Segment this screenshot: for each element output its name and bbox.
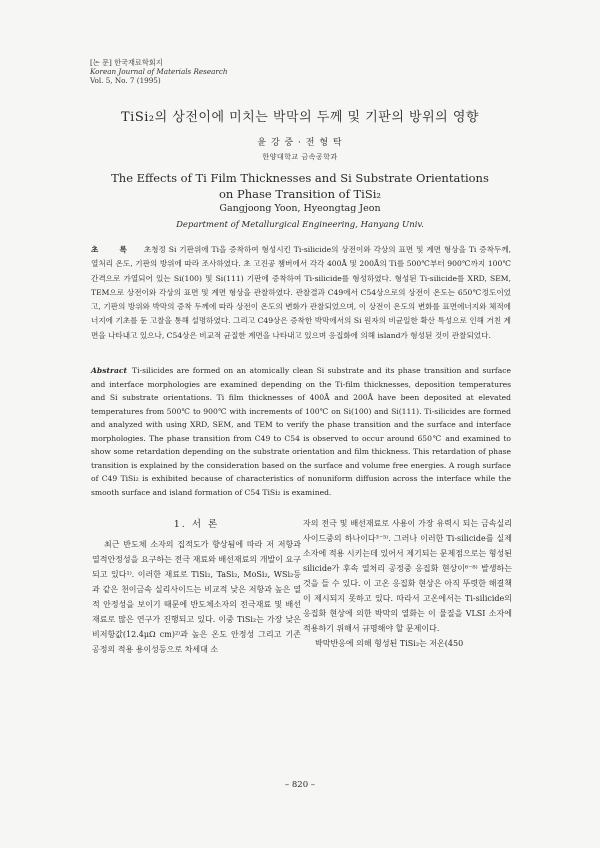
korean-abstract-text: 초청정 Si 기판위에 Ti을 증착하여 형성시킨 Ti-silicide의 상전이와 각상의 표면 및 계면 형상을 Ti 증착두께, 열처리 온도, 기판의 방위에 따라 조사하였다. 초 고진공 챔버에서 각각 400Å 및 200Å의 Ti를 500℃부터 900℃까지 100℃간격으로 가열되어 있는 Si(100) 및 Si(111) 기판에 증착하여 Ti-silicide를 형성하였다. 형성된 Ti-silicide를 XRD, SEM, TEM으로 상전이와 각상의 표면 및 계면 형상을 관찰하였다. 관찰결과 C49에서 C54상으로의 상전이 온도는 650℃정도이었고, 기판의 방위와 박막의 증착 두께에 따라 상전이 온도의 변화가 관찰되었으며, 이 상전이 온도의 변화를 표면에너지와 체적에너지에 기초를 둔 고찰을 통해 설명하였다. 그리고 C49상은 증착한 박막에서의 Si 원자의 비균일한 확산 특성으로 인해 거친 계면을 나타내고 있으나, C54상은 비교적 균질한 계면을 나타내고 있으며 응집화에 의해 island가 형성된 것이 관찰되었다.	[91, 245, 511, 340]
korean-abstract-label: 초 록	[91, 245, 136, 254]
english-title-line1: The Effects of Ti Film Thicknesses and Si Substrate Orientations	[111, 171, 489, 185]
journal-header	[90, 58, 228, 85]
intro-paragraph-1: 최근 반도체 소자의 집적도가 향상됨에 따라 저 저항과 열적안정성을 요구하는 전극 재료와 배선재료의 개발이 요구되고 있다¹⁾. 이러한 재료로 TiSi₂, TaSi₂, MoSi₂, WSi₂등과 같은 천이금속 실리사이드는 비교적 낮은 저항과 높은 열적 안정성을 보이기 때문에 반도체소자의 전극재료 및 배선재료로 많은 연구가 진행되고 있다. 이중 TiSi₂는 가장 낮은 비저항값(12.4μΩ cm)²⁾과 높은 온도 안정성 그리고 기존 공정의 적용 용이성등으로 차세대 소	[92, 540, 301, 654]
english-abstract	[91, 364, 511, 499]
english-abstract-text: Ti-silicides are formed on an atomically clean Si substrate and its phase transition and surface and interface morphologies are examined depending on the Ti-film thicknesses, deposition temperatures and Si substrate orientations. Ti film thicknesses of 400Å and 200Å have been deposited at elevated temperatures from 500℃ to 900℃ with increments of 100℃ on Si(100) and Si(111). Ti-silicides are formed and analyzed with using XRD, SEM, and TEM to verify the phase transition and the surface and interface morphologies. The phase transition from C49 to C54 is observed to occur around 650℃ and examined to show some retardation depending on the substrate orientation and film thickness. This retardation of phase transition is explained by the consideration based on the surface and volume free energies. A rough surface of C49 TiSi₂ is exhibited because of characteristics of nonuniform diffusion across the interface while the smooth surface and island formation of C54 TiSi₂ is examined.	[91, 366, 511, 497]
english-abstract-label: Abstract	[91, 366, 128, 375]
intro-paragraph-2: 박막반응에 의해 형성된 TiSi₂는 저온(450	[315, 639, 464, 648]
english-authors: Gangjoong Yoon, Hyeongtag Jeon	[219, 203, 381, 214]
body-column-right	[303, 516, 512, 651]
journal-english-name: Korean Journal of Materials Research	[90, 67, 228, 76]
section-heading-introduction: 1. 서 론	[173, 519, 220, 530]
english-affiliation: Department of Metallurgical Engineering, Hanyang Univ.	[176, 220, 424, 230]
body-column-left	[92, 516, 301, 657]
english-title	[0, 170, 600, 202]
english-title-line2: on Phase Transition of TiSi₂	[219, 187, 381, 201]
korean-abstract	[91, 243, 511, 343]
korean-affiliation: 한양대학교 금속공학과	[262, 153, 338, 161]
page-number: – 820 –	[284, 780, 316, 790]
intro-paragraph-1-continued: 자의 전극 및 배선재료로 사용이 가장 유력시 되는 금속실리사이드중의 하나이다³⁻⁵⁾. 그러나 이러한 Ti-silicide를 실제 소자에 적용 시키는데 있어서 제기되는 문제점으로는 형성된 silicide가 후속 열처리 공정중 응집화 현상이⁶⁻⁸⁾ 발생하는 것을 들 수 있다. 이 고온 응집화 현상은 아직 뚜렷한 해결책이 제시되지 못하고 있다. 따라서 고온에서는 Ti-silicide의 응집화 현상에 의한 박막의 열화는 이 물질을 VLSI 소자에 적용하기 위해서 규명해야 할 문제이다.	[303, 519, 512, 633]
korean-title: TiSi₂의 상전이에 미치는 박막의 두께 및 기판의 방위의 영향	[121, 110, 479, 125]
journal-volume: Vol. 5, No. 7 (1995)	[90, 76, 161, 85]
journal-korean-name: [논 문] 한국재료학회지	[90, 58, 163, 67]
korean-authors: 윤 강 중 · 전 형 탁	[257, 138, 343, 148]
